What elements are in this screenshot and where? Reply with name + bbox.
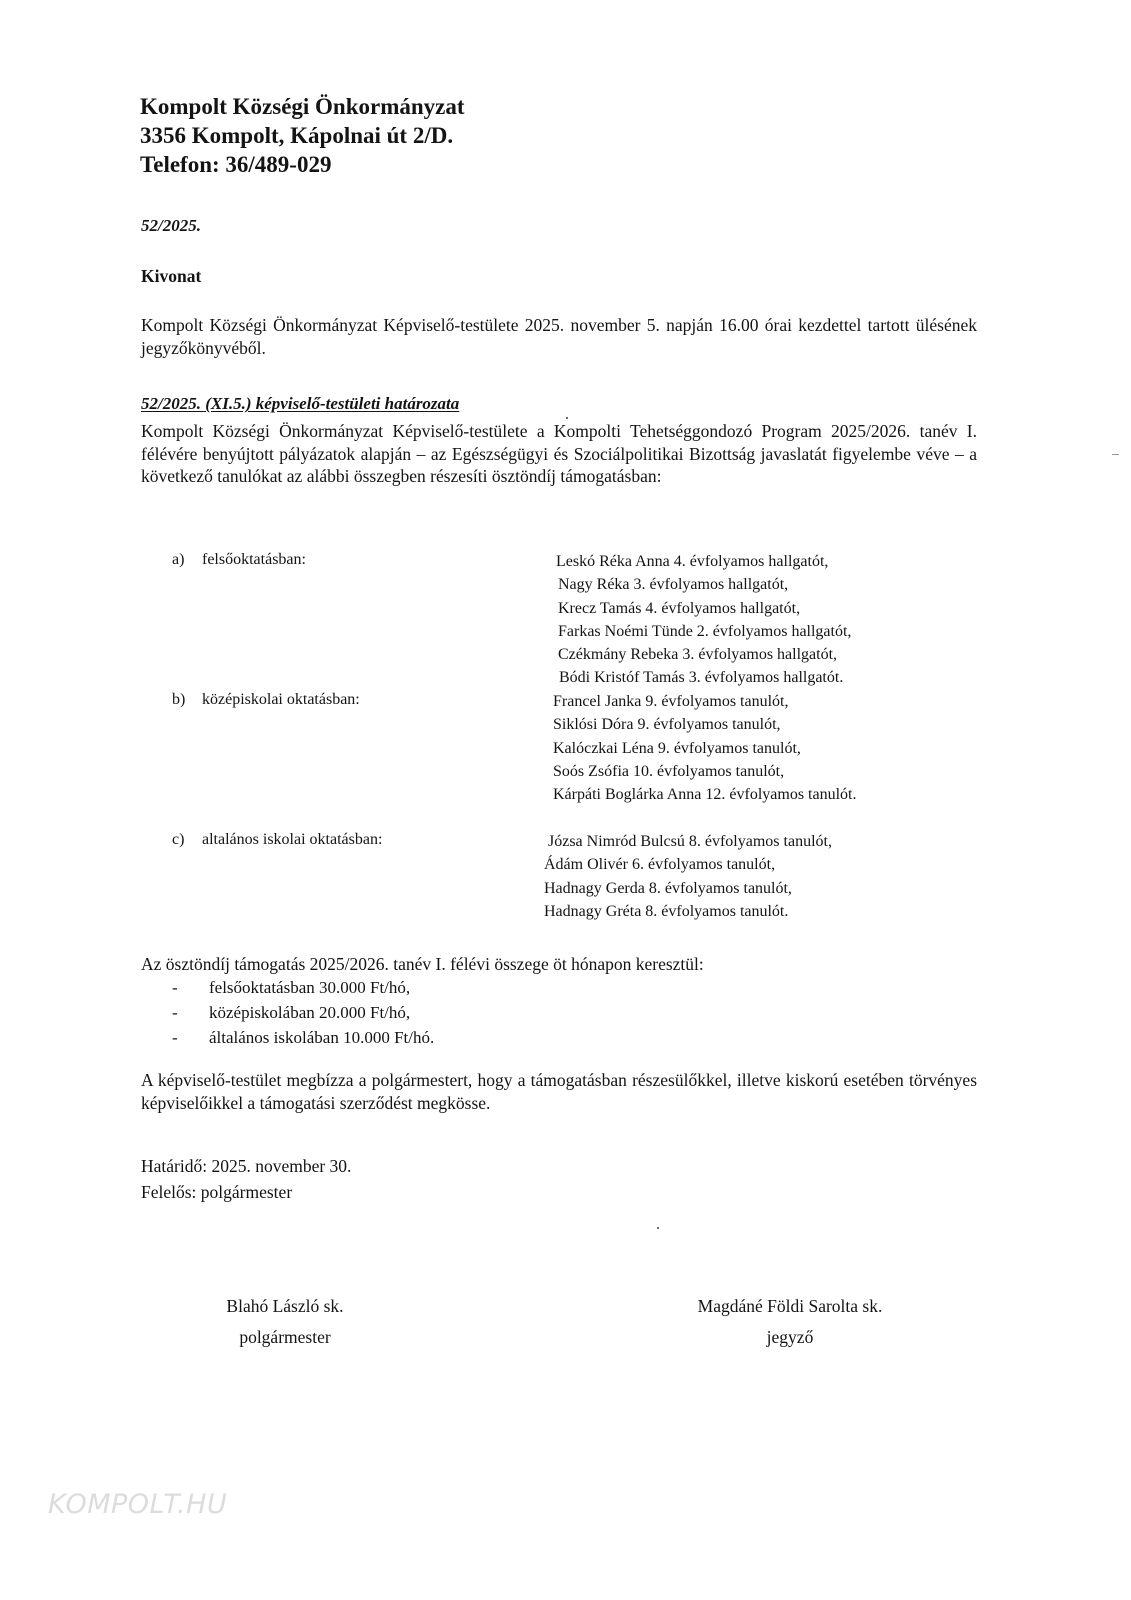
student-entry: Hadnagy Gerda 8. évfolyamos tanulót, (544, 879, 792, 897)
bullet-dash: - (172, 978, 178, 997)
student-entry: Hadnagy Gréta 8. évfolyamos tanulót. (544, 902, 789, 920)
organization-address: 3356 Kompolt, Kápolnai út 2/D. (140, 123, 454, 148)
resolution-body (141, 420, 977, 488)
scan-speck (1112, 454, 1119, 455)
bullet-dash: - (172, 1003, 178, 1022)
scan-speck (657, 1227, 659, 1229)
student-entry: Leskó Réka Anna 4. évfolyamos hallgatót, (556, 553, 829, 570)
category-a-label (172, 551, 306, 569)
amounts-intro: Az ösztöndíj támogatás 2025/2026. tanév I. félévi összege öt hónapon keresztül: (141, 954, 704, 974)
student-list-primary-school (544, 830, 832, 923)
amount-item-higher-education (172, 978, 672, 1000)
resolution-text: Kompolt Községi Önkormányzat Képviselő-testülete a Kompolti Tehetséggondozó Program 2025/2026. tanév I. félévére benyújtott pályázatok alapján – az Egészségügyi és Szociálpolitikai Bizottság javaslatát figyelembe véve – a következő tanulókat az alábbi összegben részesíti ösztöndíj támogatásban: (141, 421, 977, 486)
category-letter: c) (172, 831, 185, 848)
student-entry: Bódi Kristóf Tamás 3. évfolyamos hallgatót. (559, 669, 844, 687)
student-entry: Krecz Tamás 4. évfolyamos hallgatót, (558, 599, 801, 617)
student-entry: Soós Zsófia 10. évfolyamos tanulót, (553, 762, 785, 780)
bullet-dash: - (172, 1028, 178, 1047)
signatory-name: Magdáné Földi Sarolta sk. (697, 1296, 883, 1316)
amount-text: felsőoktatásban 30.000 Ft/hó, (209, 978, 411, 997)
category-c-label (172, 831, 382, 849)
category-name: altalános iskolai oktatásban: (202, 831, 383, 848)
resolution-heading: 52/2025. (XI.5.) képviselő-testületi határozata (141, 394, 460, 413)
category-letter: a) (172, 551, 185, 568)
category-name: középiskolai oktatásban: (202, 691, 360, 708)
amount-text: általános iskolában 10.000 Ft/hó. (209, 1028, 435, 1047)
mandate-paragraph (141, 1069, 977, 1114)
student-list-higher-education (556, 550, 851, 690)
organization-name: Kompolt Községi Önkormányzat (140, 94, 465, 119)
signatory-name: Blahó László sk. (226, 1296, 344, 1316)
category-b-label (172, 691, 360, 709)
student-entry: Ádám Olivér 6. évfolyamos tanulót, (544, 856, 776, 874)
scan-speck (566, 417, 568, 419)
signatory-role: polgármester (239, 1327, 331, 1347)
student-entry: Czékmány Rebeka 3. évfolyamos hallgatót, (558, 646, 838, 664)
signature-mayor (190, 1291, 380, 1353)
document-title: Kivonat (141, 266, 202, 286)
site-watermark: KOMPOLT.HU (48, 1489, 228, 1520)
student-entry: Nagy Réka 3. évfolyamos hallgatót, (558, 576, 789, 594)
deadline: Határidő: 2025. november 30. (141, 1156, 352, 1176)
student-entry: Kalóczkai Léna 9. évfolyamos tanulót, (553, 739, 801, 757)
student-entry: Siklósi Dóra 9. évfolyamos tanulót, (553, 716, 781, 734)
student-entry: Józsa Nimród Bulcsú 8. évfolyamos tanulót, (548, 833, 832, 850)
category-letter: b) (172, 691, 186, 708)
signatory-role: jegyző (766, 1327, 814, 1347)
student-entry: Kárpáti Boglárka Anna 12. évfolyamos tanulót. (553, 786, 857, 804)
amount-item-primary-school (172, 1028, 672, 1050)
intro-paragraph: Kompolt Községi Önkormányzat Képviselő-testülete 2025. november 5. napján 16.00 órai kezdettel tartott ülésének jegyzőkönyvéből. (141, 315, 977, 358)
responsible-person: Felelős: polgármester (141, 1182, 293, 1202)
letterhead (140, 92, 465, 179)
category-name: felsőoktatásban: (202, 551, 306, 568)
student-entry: Francel Janka 9. évfolyamos tanulót, (553, 693, 789, 710)
amount-text: középiskolában 20.000 Ft/hó, (209, 1003, 411, 1022)
signature-notary (655, 1291, 925, 1353)
organization-phone: Telefon: 36/489-029 (140, 152, 332, 177)
amount-item-secondary-school (172, 1003, 672, 1025)
student-list-secondary-school (553, 690, 856, 806)
mandate-text: A képviselő-testület megbízza a polgármestert, hogy a támogatásban részesülőkkel, illetve kiskorú esetében törvényes képviselőikkel a támogatási szerződést megkösse. (141, 1070, 977, 1113)
document-number: 52/2025. (141, 216, 201, 235)
student-entry: Farkas Noémi Tünde 2. évfolyamos hallgatót, (558, 622, 852, 640)
